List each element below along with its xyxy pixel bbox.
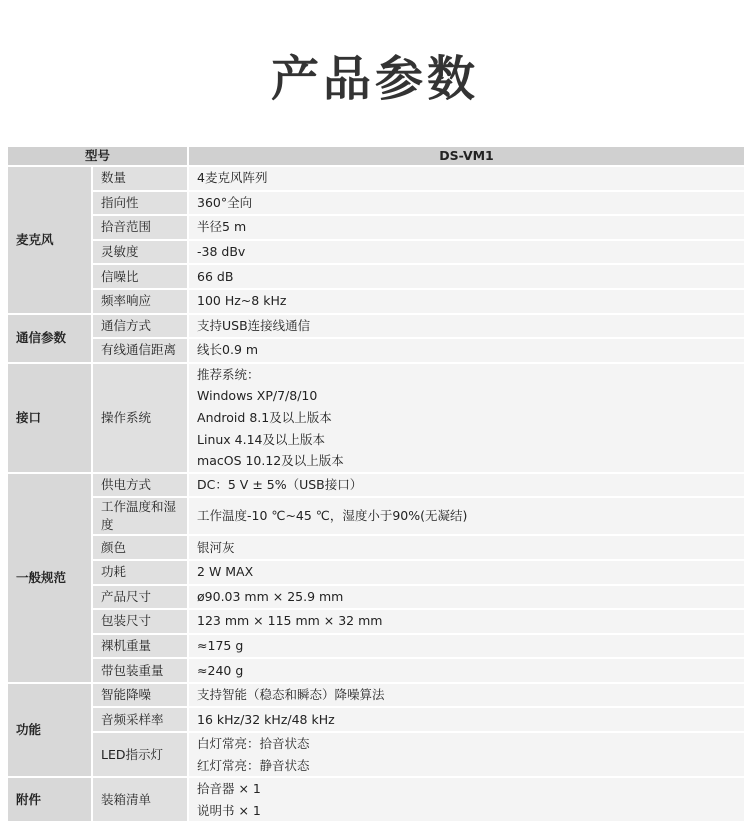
param-label: 功耗 [92, 560, 188, 585]
table-row [7, 191, 745, 216]
category-interface: 接口 [7, 363, 92, 473]
param-value: 工作温度-10 ℃~45 ℃，湿度小于90%(无凝结) [188, 497, 745, 535]
param-value: ≈240 g [188, 658, 745, 683]
category-accessories: 附件 [7, 777, 92, 822]
value-line: 红灯常亮：静音状态 [197, 757, 310, 773]
value-line: 拾音器 × 1 [197, 781, 261, 797]
param-label: 带包装重量 [92, 658, 188, 683]
param-value: ≈175 g [188, 634, 745, 659]
table-row [7, 707, 745, 732]
param-label: 产品尺寸 [92, 585, 188, 610]
param-label: 供电方式 [92, 473, 188, 498]
param-label: 指向性 [92, 191, 188, 216]
category-function: 功能 [7, 683, 92, 777]
param-label: 操作系统 [92, 363, 188, 473]
param-value: 支持智能（稳态和瞬态）降噪算法 [188, 683, 745, 708]
category-microphone: 麦克风 [7, 166, 92, 314]
param-label: 音频采样率 [92, 707, 188, 732]
table-row [7, 732, 745, 777]
table-row [7, 363, 745, 473]
table-row [7, 166, 745, 191]
param-label: 智能降噪 [92, 683, 188, 708]
param-label: 信噪比 [92, 264, 188, 289]
param-value: DC：5 V ± 5%（USB接口） [188, 473, 745, 498]
value-line: 白灯常亮：拾音状态 [197, 736, 310, 752]
model-label: 型号 [7, 146, 188, 166]
param-label: 颜色 [92, 535, 188, 560]
param-value: 66 dB [188, 264, 745, 289]
spec-table [6, 145, 746, 823]
param-label: 拾音范围 [92, 215, 188, 240]
page-title: 产品参数 [270, 51, 479, 107]
model-value: DS-VM1 [188, 146, 745, 166]
table-row [7, 497, 745, 535]
table-row [7, 560, 745, 585]
table-row [7, 314, 745, 339]
param-label: 工作温度和湿度 [92, 497, 188, 535]
value-line: macOS 10.12及以上版本 [197, 453, 344, 469]
param-value: 2 W MAX [188, 560, 745, 585]
table-row [7, 585, 745, 610]
table-row [7, 473, 745, 498]
param-label: 裸机重量 [92, 634, 188, 659]
param-label: 包装尺寸 [92, 609, 188, 634]
param-value: -38 dBv [188, 240, 745, 265]
param-value: 360°全向 [188, 191, 745, 216]
table-row [7, 658, 745, 683]
param-label: LED指示灯 [92, 732, 188, 777]
param-value-multiline [188, 777, 745, 822]
table-row [7, 240, 745, 265]
value-line: Android 8.1及以上版本 [197, 409, 332, 425]
category-communication: 通信参数 [7, 314, 92, 363]
param-value: 线长0.9 m [188, 338, 745, 363]
table-row [7, 264, 745, 289]
param-label: 数量 [92, 166, 188, 191]
value-line: Linux 4.14及以上版本 [197, 431, 326, 447]
param-value: 支持USB连接线通信 [188, 314, 745, 339]
table-header-row [7, 146, 745, 166]
value-line: 推荐系统： [197, 366, 260, 382]
param-value: 123 mm × 115 mm × 32 mm [188, 609, 745, 634]
param-value: ø90.03 mm × 25.9 mm [188, 585, 745, 610]
value-line: 说明书 × 1 [197, 802, 261, 818]
param-value: 100 Hz~8 kHz [188, 289, 745, 314]
category-general: 一般规范 [7, 473, 92, 683]
param-label: 灵敏度 [92, 240, 188, 265]
param-value-multiline [188, 363, 745, 473]
value-line: Windows XP/7/8/10 [197, 388, 318, 404]
param-label: 有线通信距离 [92, 338, 188, 363]
table-row [7, 609, 745, 634]
table-row [7, 338, 745, 363]
table-row [7, 215, 745, 240]
param-value: 银河灰 [188, 535, 745, 560]
table-row [7, 535, 745, 560]
param-value: 16 kHz/32 kHz/48 kHz [188, 707, 745, 732]
param-value: 半径5 m [188, 215, 745, 240]
param-value: 4麦克风阵列 [188, 166, 745, 191]
table-row [7, 634, 745, 659]
table-row [7, 289, 745, 314]
param-label: 频率响应 [92, 289, 188, 314]
param-label: 通信方式 [92, 314, 188, 339]
param-value-multiline [188, 732, 745, 777]
table-row [7, 777, 745, 822]
table-row [7, 683, 745, 708]
param-label: 装箱清单 [92, 777, 188, 822]
